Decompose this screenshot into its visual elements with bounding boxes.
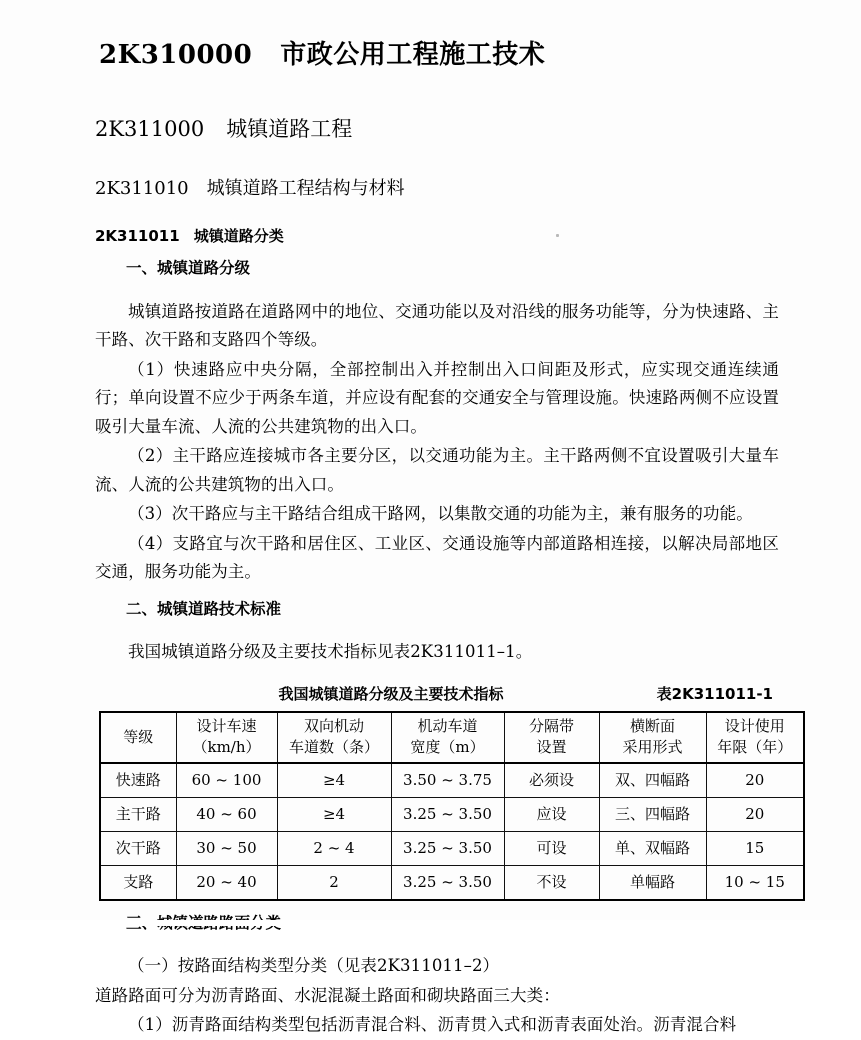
table-cell: 20 [706, 797, 804, 831]
paragraph-main-road: （2）主干路应连接城市各主要分区，以交通功能为主。主干路两侧不宜设置吸引大量车流、人流的公共建筑物的出入口。 [95, 446, 779, 494]
sub-heading-title: 城镇道路工程结构与材料 [206, 178, 405, 199]
paragraph-asphalt-pavement: （1）沥青路面结构类型包括沥青混合料、沥青贯入式和沥青表面处治。沥青混合料 [128, 1015, 737, 1034]
header-line-1: 设计使用 [724, 717, 785, 735]
table-row [100, 797, 804, 831]
item-heading-title: 城镇道路分类 [193, 227, 284, 245]
table-caption-number: 表2K311011-1 [656, 684, 773, 703]
item-heading [95, 225, 779, 246]
section-heading-code: 2K311000 [95, 117, 205, 141]
table-header-cell [706, 712, 804, 763]
page-bottom-clip [0, 920, 861, 926]
header-line-2: 车道数（条） [288, 738, 379, 756]
table-cell: 20 ~ 40 [176, 865, 277, 900]
sub-heading [95, 174, 779, 200]
table-cell: 应设 [504, 797, 599, 831]
table-header-cell [504, 712, 599, 763]
table-row [100, 763, 804, 798]
table-cell: 3.25 ~ 3.50 [391, 865, 504, 900]
table-cell: 可设 [504, 831, 599, 865]
paragraph-pavement-by-structure: （一）按路面结构类型分类（见表2K311011–2） [128, 956, 500, 975]
section-heading [95, 113, 779, 143]
table-cell: 主干路 [100, 797, 176, 831]
table-cell: ≥4 [277, 797, 391, 831]
paragraph-expressway: （1）快速路应中央分隔，全部控制出入并控制出入口间距及形式，应实现交通连续通行；单向设置不应少于两条车道，并应设有配套的交通安全与管理设施。快速路两侧不应设置吸引大量车流、人流的公共建筑物的出入口。 [95, 359, 779, 436]
header-line-1: 设计车速 [196, 717, 257, 735]
header-line-2: 采用形式 [622, 738, 683, 756]
paragraph-secondary-road: （3）次干路应与主干路结合组成干路网，以集散交通的功能为主，兼有服务的功能。 [128, 504, 753, 523]
paragraph-branch-road: （4）支路宜与次干路和居住区、工业区、交通设施等内部道路相连接，以解决局部地区交通，服务功能为主。 [95, 533, 779, 581]
table-row [100, 865, 804, 900]
header-line-1: 横断面 [629, 717, 675, 735]
paragraph-classification-intro: 城镇道路按道路在道路网中的地位、交通功能以及对沿线的服务功能等，分为快速路、主干路、次干路和支路四个等级。 [95, 301, 779, 349]
table-cell: 支路 [100, 865, 176, 900]
table-cell: 20 [706, 763, 804, 798]
table-cell: 必须设 [504, 763, 599, 798]
table-cell: 次干路 [100, 831, 176, 865]
table-cell: 3.25 ~ 3.50 [391, 831, 504, 865]
header-line-2: （km/h） [192, 738, 261, 756]
paragraph-table-reference: 我国城镇道路分级及主要技术指标见表2K311011–1。 [128, 642, 533, 661]
table-cell: 30 ~ 50 [176, 831, 277, 865]
table-cell: 10 ~ 15 [706, 865, 804, 900]
table-header-cell [277, 712, 391, 763]
table-cell: 3.25 ~ 3.50 [391, 797, 504, 831]
table-cell: 2 [277, 865, 391, 900]
paragraph-pavement-three-types: 道路路面可分为沥青路面、水泥混凝土路面和砌块路面三大类： [95, 985, 560, 1005]
table-cell: 三、四幅路 [599, 797, 706, 831]
sub-heading-code: 2K311010 [95, 178, 189, 199]
table-header-cell [176, 712, 277, 763]
header-line-1: 机动车道 [417, 717, 478, 735]
item-heading-code: 2K311011 [95, 227, 180, 245]
table-cell: 2 ~ 4 [277, 831, 391, 865]
header-line-1: 分隔带 [528, 717, 574, 735]
header-line-2: 宽度（m） [410, 738, 485, 756]
main-heading-title: 市政公用工程施工技术 [280, 40, 546, 70]
main-heading-code: 2K310000 [99, 40, 253, 70]
table-header-cell [100, 712, 176, 763]
table-cell: 15 [706, 831, 804, 865]
table-cell: 单、双幅路 [599, 831, 706, 865]
section-heading-title: 城镇道路工程 [226, 117, 353, 141]
header-line-2: 设置 [536, 738, 567, 756]
main-heading [99, 34, 779, 71]
road-classification-table [99, 711, 805, 901]
header-line-1: 双向机动 [303, 717, 364, 735]
table-header-cell [391, 712, 504, 763]
table-cell: 不设 [504, 865, 599, 900]
spec-table-wrapper [99, 711, 793, 901]
table-header-row [100, 712, 804, 763]
table-cell: 60 ~ 100 [176, 763, 277, 798]
table-cell: ≥4 [277, 763, 391, 798]
header-line-2: 年限（年） [717, 738, 793, 756]
table-cell: 3.50 ~ 3.75 [391, 763, 504, 798]
header-line-1: 等级 [123, 727, 154, 746]
subsection-label-one: 一、城镇道路分级 [126, 259, 251, 277]
page-content [95, 0, 793, 1040]
table-cell: 40 ~ 60 [176, 797, 277, 831]
table-caption [95, 683, 779, 705]
table-caption-title: 我国城镇道路分级及主要技术指标 [278, 684, 504, 703]
table-cell: 双、四幅路 [599, 763, 706, 798]
table-cell: 快速路 [100, 763, 176, 798]
table-row [100, 831, 804, 865]
subsection-label-two: 二、城镇道路技术标准 [126, 599, 282, 618]
table-header-cell [599, 712, 706, 763]
table-cell: 单幅路 [599, 865, 706, 900]
